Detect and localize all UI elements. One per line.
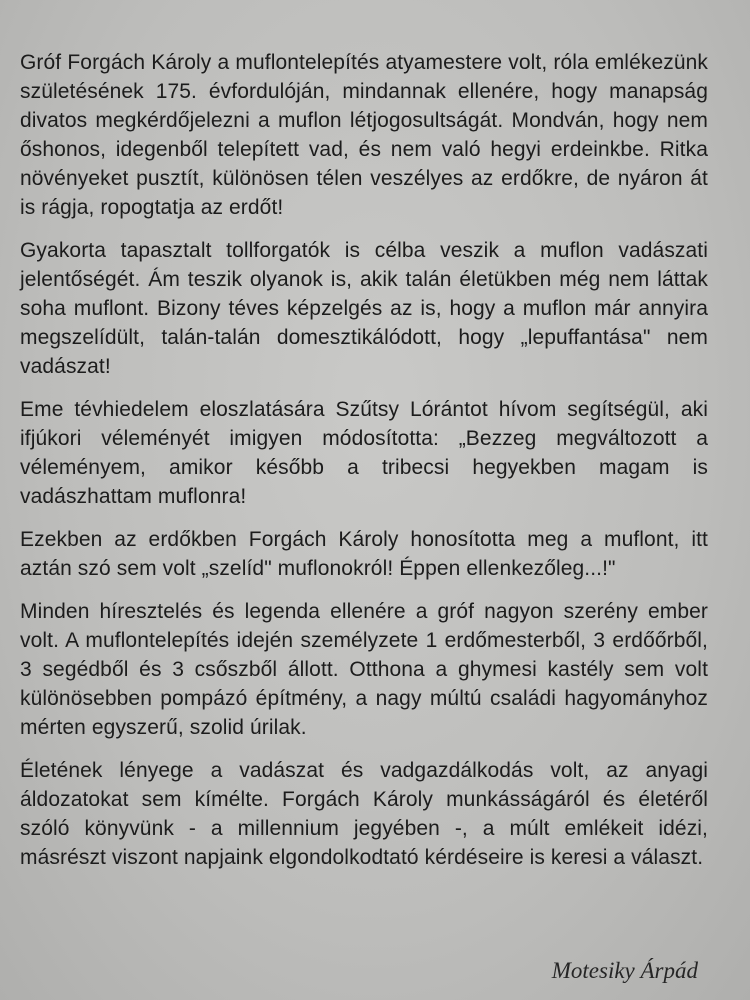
paragraph-5: Minden híresztelés és legenda ellenére a gróf nagyon szerény ember volt. A muflontelepítés idején személyzete 1 erdőmesterből, 3 erdőőrből, 3 segédből és 3 csőszből állott. Otthona a ghymesi kastély sem volt különösebben pompázó építmény, a nagy múltú családi hagyományhoz mérten egyszerű, szolid úrilak.: [20, 600, 708, 739]
paragraph-3: Eme tévhiedelem eloszlatására Szűtsy Lórántot hívom segítségül, aki ifjúkori véleményét imigyen módosította: „Bezzeg megváltozott a véleményem, amikor később a tribecsi hegyekben magam is vadászhattam muflonra!: [20, 398, 708, 508]
paragraph-4: Ezekben az erdőkben Forgách Károly honosította meg a muflont, itt aztán szó sem volt „szelíd" muflonokról! Éppen ellenkezőleg...!": [20, 528, 708, 580]
author-signature: Motesiky Árpád: [551, 958, 698, 983]
paragraph-6: Életének lényege a vadászat és vadgazdálkodás volt, az anyagi áldozatokat sem kímélte. Forgách Károly munkásságáról és életéről szóló könyvünk - a millennium jegyében -, a múlt emlékeit idézi, másrészt viszont napjaink elgondolkodtató kérdéseire is keresi a választ.: [20, 759, 708, 869]
paragraph-2: Gyakorta tapasztalt tollforgatók is célba veszik a muflon vadászati jelentőségét. Ám teszik olyanok is, akik talán életükben még nem láttak soha muflont. Bizony téves képzelgés az is, hogy a muflon már annyira megszelídült, talán-talán domesztikálódott, hogy „lepuffantása" nem vadászat!: [20, 239, 708, 378]
paragraph-1: Gróf Forgách Károly a muflontelepítés atyamestere volt, róla emlékezünk születésének 175. évfordulóján, mindannak ellenére, hogy manapság divatos megkérdőjelezni a muflon létjogosultságát. Mondván, hogy nem őshonos, idegenből telepített vad, és nem való hegyi erdeinkbe. Ritka növényeket pusztít, különösen télen veszélyes az erdőkre, de nyáron át is rágja, ropogtatja az erdőt!: [20, 51, 708, 219]
article-body: [20, 48, 708, 886]
